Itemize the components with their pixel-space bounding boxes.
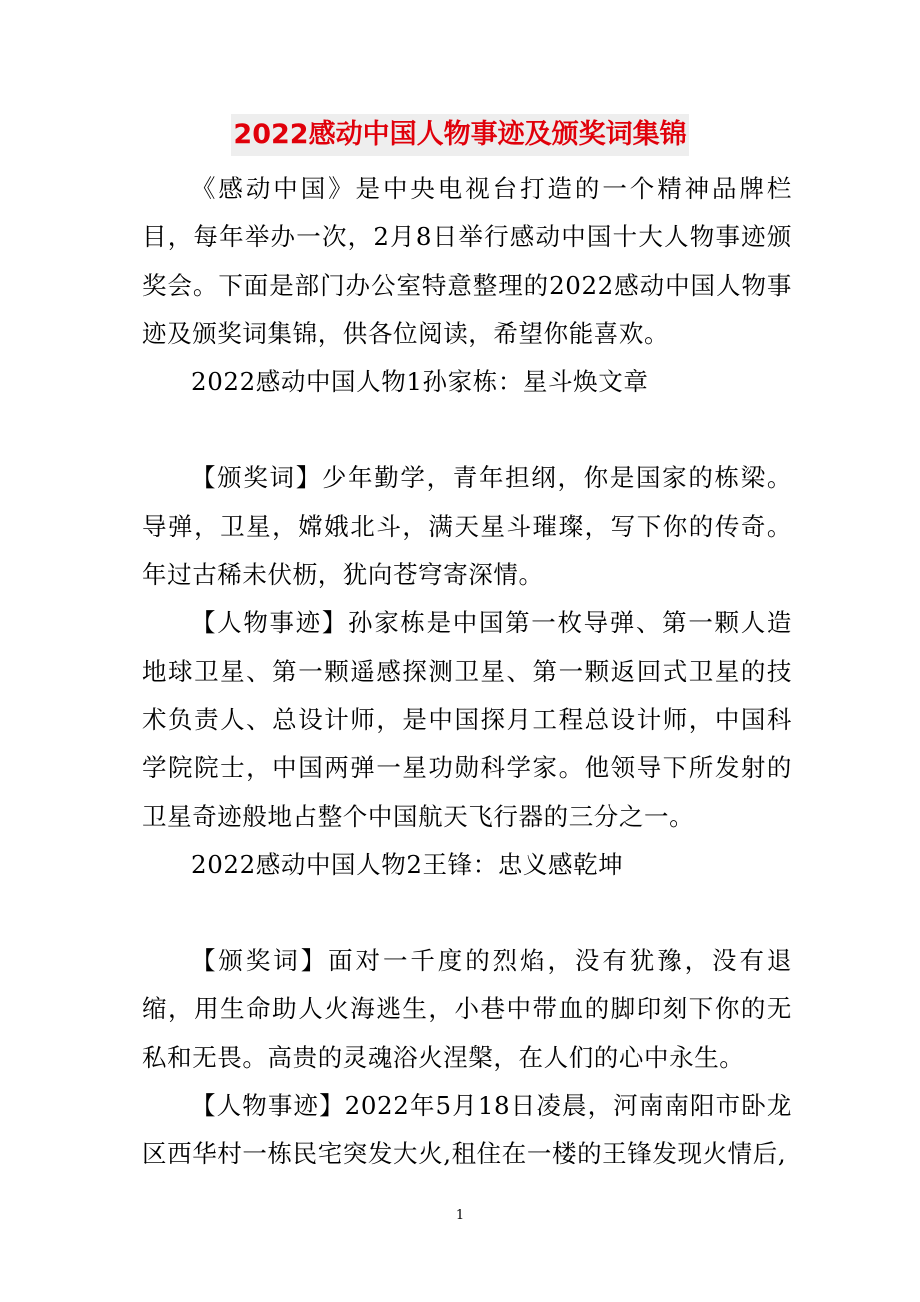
document-title: 2022感动中国人物事迹及颁奖词集锦 [231, 114, 688, 156]
intro-paragraph: 《感动中国》是中央电视台打造的一个精神品牌栏目，每年举办一次，2月8日举行感动中国十大人物事迹颁奖会。下面是部门办公室特意整理的2022感动中国人物事迹及颁奖词集锦，供各位阅读，希望你能喜欢。 [142, 174, 792, 348]
section-heading-1: 2022感动中国人物1孙家栋：星斗焕文章 [191, 367, 649, 397]
person-story-1: 【人物事迹】孙家栋是中国第一枚导弹、第一颗人造地球卫星、第一颗遥感探测卫星、第一颗返回式卫星的技术负责人、总设计师，是中国探月工程总设计师，中国科学院院士，中国两弹一星功勋科学家。他领导下所发射的卫星奇迹般地占整个中国航天飞行器的三分之一。 [142, 608, 792, 831]
page-number: 1 [455, 1208, 465, 1223]
blank-line [142, 406, 792, 454]
document-body [142, 165, 792, 1179]
blank-line [142, 889, 792, 937]
award-citation-2: 【颁奖词】面对一千度的烈焰，没有犹豫，没有退缩，用生命助人火海逃生，小巷中带血的脚印刻下你的无私和无畏。高贵的灵魂浴火涅槃，在人们的心中永生。 [142, 946, 792, 1072]
award-citation-1: 【颁奖词】少年勤学，青年担纲，你是国家的栋梁。导弹，卫星，嫦娥北斗，满天星斗璀璨，写下你的传奇。年过古稀未伏枥，犹向苍穹寄深情。 [142, 463, 792, 590]
title-container [0, 114, 920, 156]
person-story-2: 【人物事迹】2022年5月18日凌晨，河南南阳市卧龙区西华村一栋民宅突发大火,租住在一楼的王锋发现火情后, [142, 1091, 792, 1169]
section-heading-2: 2022感动中国人物2王锋：忠义感乾坤 [191, 849, 624, 879]
